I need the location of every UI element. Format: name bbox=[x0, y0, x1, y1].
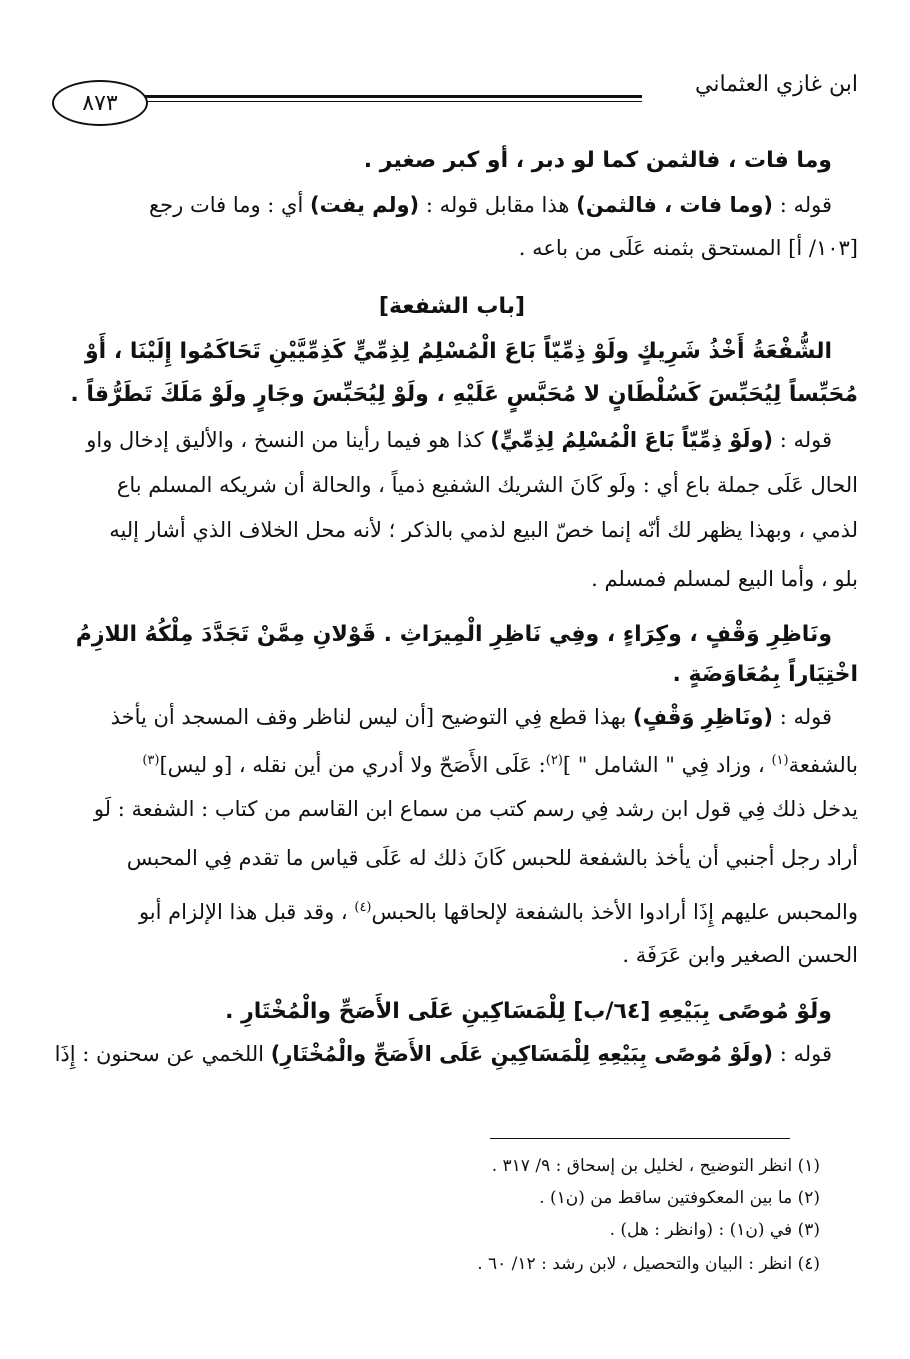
commentary-line bbox=[46, 702, 858, 736]
commentary-line: الحسن الصغير وابن عَرَفَة . bbox=[622, 943, 858, 967]
commentary-line bbox=[46, 1039, 858, 1073]
commentary-text: بالشفعة bbox=[788, 753, 858, 777]
footnote-rule bbox=[490, 1138, 790, 1139]
commentary-text: هذا مقابل قوله : bbox=[425, 193, 570, 217]
footnote: (٤) انظر : البيان والتحصيل ، لابن رشد : ١٢/ ٦٠ . bbox=[477, 1254, 820, 1274]
footnote: (٢) ما بين المعكوفتين ساقط من (ن١) . bbox=[539, 1188, 820, 1208]
commentary-text: كذا هو فيما رأينا من النسخ ، والأليق إدخال واو bbox=[86, 428, 484, 452]
commentary-text: ، وزاد فِي " الشامل " ] bbox=[562, 753, 765, 777]
footnote: (٣) في (ن١) : (وانظر : هل) . bbox=[609, 1220, 820, 1240]
header-rule-thin bbox=[130, 101, 642, 102]
footnote-ref: (٢) bbox=[545, 753, 563, 768]
quoted-matn: (ونَاظِرِ وَقْفٍ) bbox=[633, 705, 774, 729]
section-title: [باب الشفعة] bbox=[378, 294, 526, 319]
quoted-matn: (ولَوْ مُوصًى بِبَيْعِهِ لِلْمَسَاكِينِ عَلَى الأَصَحِّ والْمُخْتَارِ) bbox=[270, 1042, 774, 1066]
commentary-text: قوله : bbox=[779, 428, 832, 452]
matn-line: اخْتِيَاراً بِمُعَاوَضَةٍ . bbox=[672, 662, 858, 687]
commentary-text: أي : وما فات رجع bbox=[148, 193, 304, 217]
page-number: ٨٧٣ bbox=[52, 80, 148, 126]
matn-line: وما فات ، فالثمن كما لو دبر ، أو كبر صغير . bbox=[363, 148, 832, 173]
commentary-line: [١٠٣/ أ] المستحق بثمنه عَلَى من باعه . bbox=[518, 236, 858, 260]
commentary-line bbox=[46, 190, 858, 224]
header-rule bbox=[130, 95, 642, 98]
footnote-ref: (٣) bbox=[142, 753, 160, 768]
commentary-line: لذمي ، وبهذا يظهر لك أنّه إنما خصّ البيع لذمي بالذكر ؛ لأنه محل الخلاف الذي أشار إليه bbox=[109, 518, 858, 542]
footnote-ref: (١) bbox=[771, 753, 789, 768]
commentary-text: قوله : bbox=[779, 1042, 832, 1066]
commentary-line bbox=[46, 425, 858, 459]
quoted-matn: (وما فات ، فالثمن) bbox=[576, 193, 774, 217]
matn-line: مُحَبِّساً لِيُحَبِّسَ كَسُلْطَانٍ لا مُحَبَّسٍ عَلَيْهِ ، ولَوْ لِيُحَبِّسَ وجَارٍ ولَوْ مَلَكَ تَطَرُّقاً . bbox=[70, 382, 858, 407]
commentary-line: يدخل ذلك فِي قول ابن رشد فِي رسم كتب من سماع ابن القاسم من كتاب : الشفعة : لَو bbox=[93, 797, 858, 821]
commentary-text: ، وقد قبل هذا الإلزام أبو bbox=[138, 900, 348, 924]
commentary-text: بهذا قطع فِي التوضيح [أن ليس لناظر وقف المسجد أن يأخذ bbox=[110, 705, 627, 729]
commentary-text: : عَلَى الأَصَحّ ولا أدري من أين نقله ، [و ليس] bbox=[159, 753, 546, 777]
commentary-text: قوله : bbox=[779, 705, 832, 729]
commentary-line: بلو ، وأما البيع لمسلم فمسلم . bbox=[591, 567, 858, 591]
commentary-text: اللخمي عن سحنون : إِذَا bbox=[54, 1042, 265, 1066]
matn-line: ونَاظِرِ وَقْفٍ ، وكِرَاءٍ ، وفِي نَاظِرِ الْمِيرَاثِ . قَوْلانِ مِمَّنْ تَجَدَّدَ مِلْكُهُ اللازِمُ bbox=[75, 622, 832, 647]
matn-line: ولَوْ مُوصًى بِبَيْعِهِ [٦٤/ب] لِلْمَسَاكِينِ عَلَى الأَصَحِّ والْمُخْتَارِ . bbox=[225, 999, 832, 1024]
matn-line: الشُّفْعَةُ أَخْذُ شَرِيكٍ ولَوْ ذِمِّيّاً بَاعَ الْمُسْلِمُ لِذِمِّيٍّ كَذِمِّيَّيْنِ تَحَاكَمُوا إِلَيْنَا ، أَوْ bbox=[84, 339, 832, 364]
running-title: ابن غازي العثماني bbox=[695, 72, 858, 97]
footnote: (١) انظر التوضيح ، لخليل بن إسحاق : ٩/ ٣١٧ . bbox=[491, 1156, 820, 1176]
commentary-line: أراد رجل أجنبي أن يأخذ بالشفعة للحبس كَانَ ذلك له عَلَى قياس ما تقدم فِي المحبس bbox=[126, 846, 858, 870]
commentary-text: قوله : bbox=[779, 193, 832, 217]
quoted-matn: (ولَوْ ذِمِّيّاً بَاعَ الْمُسْلِمُ لِذِمِّيٍّ) bbox=[490, 428, 774, 452]
commentary-line: الحال عَلَى جملة باع أي : ولَو كَانَ الشريك الشفيع ذمياً ، والحالة أن شريكه المسلم باع bbox=[116, 473, 858, 497]
commentary-text: والمحبس عليهم إِذَا أرادوا الأخذ بالشفعة لإلحاقها بالحبس bbox=[371, 900, 858, 924]
commentary-line bbox=[46, 746, 858, 780]
footnote-ref: (٤) bbox=[354, 900, 372, 915]
commentary-line bbox=[46, 893, 858, 927]
quoted-matn: (ولم يفت) bbox=[310, 193, 420, 217]
